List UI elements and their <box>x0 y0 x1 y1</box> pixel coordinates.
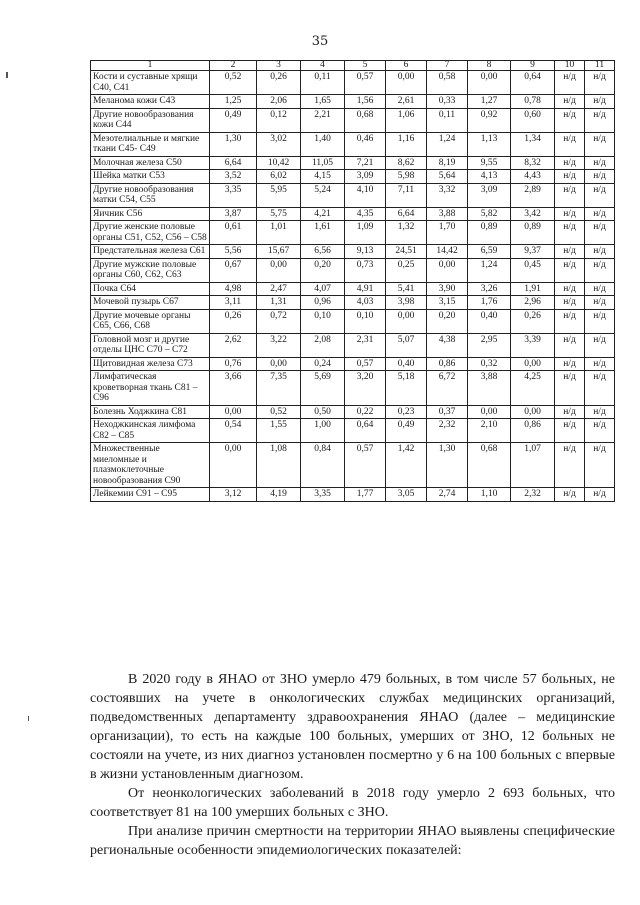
table-cell: 14,42 <box>427 245 468 259</box>
column-header: 6 <box>386 61 427 71</box>
table-cell: 0,61 <box>210 221 257 245</box>
table-cell: 0,00 <box>427 258 468 282</box>
table-cell: 0,00 <box>257 258 301 282</box>
table-cell: н/д <box>555 296 585 310</box>
table-cell: 2,61 <box>386 95 427 109</box>
table-cell: 4,13 <box>468 170 511 184</box>
table-cell: 8,32 <box>511 156 555 170</box>
table-cell: 6,02 <box>257 170 301 184</box>
table-cell: 0,00 <box>210 443 257 488</box>
table-cell: 0,20 <box>301 258 345 282</box>
table-cell: 1,56 <box>345 95 386 109</box>
table-cell: 0,86 <box>427 357 468 371</box>
table-row <box>91 405 615 419</box>
table-cell: н/д <box>555 221 585 245</box>
table-cell: 0,00 <box>210 405 257 419</box>
column-header: 10 <box>555 61 585 71</box>
table-cell: н/д <box>585 443 615 488</box>
table-cell: 3,35 <box>210 183 257 207</box>
table-cell: н/д <box>585 132 615 156</box>
column-header: 11 <box>585 61 615 71</box>
column-header: 8 <box>468 61 511 71</box>
table-cell: 0,72 <box>257 309 301 333</box>
table-cell: н/д <box>585 488 615 502</box>
table-cell: н/д <box>555 132 585 156</box>
table-cell: 1,24 <box>468 258 511 282</box>
table-cell: 1,76 <box>468 296 511 310</box>
table-cell: н/д <box>555 95 585 109</box>
table-cell: 0,00 <box>511 357 555 371</box>
table-cell: 0,73 <box>345 258 386 282</box>
table-row <box>91 333 615 357</box>
table-cell: 1,10 <box>468 488 511 502</box>
table-cell: 4,43 <box>511 170 555 184</box>
table-cell: 5,82 <box>468 207 511 221</box>
table-cell: н/д <box>585 170 615 184</box>
table-cell: 0,46 <box>345 132 386 156</box>
table-cell: н/д <box>585 405 615 419</box>
table-row <box>91 156 615 170</box>
table-cell: 4,98 <box>210 282 257 296</box>
table-cell: 4,25 <box>511 371 555 406</box>
table-cell: 1,25 <box>210 95 257 109</box>
table-cell: 3,88 <box>468 371 511 406</box>
table-cell: 8,19 <box>427 156 468 170</box>
table-cell: 0,58 <box>427 71 468 95</box>
row-label: Множественные миеломные и плазмоклеточные новообразования С90 <box>91 443 210 488</box>
table-cell: 1,65 <box>301 95 345 109</box>
paragraph: В 2020 году в ЯНАО от ЗНО умерло 479 больных, в том числе 57 больных, не состоявших на учете в онкологических службах медицинских организаций, подведомственных департаменту здравоохранения ЯНАО (далее – медицинские организации), то есть на каждые 100 больных, умерших от ЗНО, 12 больных не состояли на учете, из них диагноз установлен посмертно у 6 на 100 больных с впервые в жизни установленным диагнозом. <box>90 672 615 782</box>
table-cell: 3,09 <box>468 183 511 207</box>
table-cell: 0,40 <box>468 309 511 333</box>
table-cell: 3,42 <box>511 207 555 221</box>
table-cell: 5,18 <box>386 371 427 406</box>
table-cell: 3,11 <box>210 296 257 310</box>
column-header: 5 <box>345 61 386 71</box>
table-cell: 1,55 <box>257 419 301 443</box>
column-header: 2 <box>210 61 257 71</box>
row-label: Кости и суставные хрящи С40, С41 <box>91 71 210 95</box>
table-cell: 0,00 <box>386 309 427 333</box>
table-cell: 7,35 <box>257 371 301 406</box>
table-cell: 2,06 <box>257 95 301 109</box>
table-cell: 10,42 <box>257 156 301 170</box>
table-cell: 0,26 <box>511 309 555 333</box>
table-cell: н/д <box>585 221 615 245</box>
table-cell: 4,19 <box>257 488 301 502</box>
table-cell: 5,56 <box>210 245 257 259</box>
table-row <box>91 443 615 488</box>
table-cell: н/д <box>555 245 585 259</box>
table-cell: 0,00 <box>468 405 511 419</box>
table-cell: 0,89 <box>468 221 511 245</box>
row-label: Лейкемии С91 – С95 <box>91 488 210 502</box>
table-cell: 0,22 <box>345 405 386 419</box>
table-cell: н/д <box>555 258 585 282</box>
row-label: Другие мужские половые органы С60, С62, С63 <box>91 258 210 282</box>
table-cell: 1,61 <box>301 221 345 245</box>
table-cell: 1,70 <box>427 221 468 245</box>
table-cell: 1,91 <box>511 282 555 296</box>
table-row <box>91 371 615 406</box>
table-cell: н/д <box>555 371 585 406</box>
table-cell: 0,84 <box>301 443 345 488</box>
table-cell: н/д <box>555 333 585 357</box>
table-cell: н/д <box>585 419 615 443</box>
table-cell: н/д <box>555 282 585 296</box>
table-cell: н/д <box>585 207 615 221</box>
table-cell: 3,20 <box>345 371 386 406</box>
table-cell: 6,56 <box>301 245 345 259</box>
table-cell: н/д <box>585 108 615 132</box>
table-cell: 0,20 <box>427 309 468 333</box>
column-header: 4 <box>301 61 345 71</box>
table-cell: н/д <box>585 371 615 406</box>
table-cell: 1,00 <box>301 419 345 443</box>
table-cell: 4,03 <box>345 296 386 310</box>
table-cell: 3,87 <box>210 207 257 221</box>
row-label: Другие новообразования кожи С44 <box>91 108 210 132</box>
table-cell: 0,11 <box>427 108 468 132</box>
table-row <box>91 296 615 310</box>
table-cell: н/д <box>555 309 585 333</box>
table-cell: 3,22 <box>257 333 301 357</box>
table-cell: 3,15 <box>427 296 468 310</box>
table-row <box>91 71 615 95</box>
table-cell: 3,90 <box>427 282 468 296</box>
table-cell: н/д <box>555 207 585 221</box>
table-row <box>91 95 615 109</box>
table-cell: 1,24 <box>427 132 468 156</box>
table-cell: 0,57 <box>345 357 386 371</box>
table-cell: 4,10 <box>345 183 386 207</box>
table-cell: 7,21 <box>345 156 386 170</box>
table-cell: н/д <box>585 309 615 333</box>
table-cell: 0,68 <box>345 108 386 132</box>
table-cell: 0,64 <box>511 71 555 95</box>
page-number: 35 <box>311 34 329 49</box>
table-cell: 3,02 <box>257 132 301 156</box>
table-cell: 15,67 <box>257 245 301 259</box>
table-cell: 0,11 <box>301 71 345 95</box>
table-cell: 3,66 <box>210 371 257 406</box>
paragraph: При анализе причин смертности на территории ЯНАО выявлены специфические региональные особенности эпидемиологических показателей: <box>90 824 615 858</box>
table-cell: 3,35 <box>301 488 345 502</box>
table-cell: 1,09 <box>345 221 386 245</box>
row-label: Другие женские половые органы С51, С52, С56 – С58 <box>91 221 210 245</box>
table-cell: 8,62 <box>386 156 427 170</box>
table-cell: 4,21 <box>301 207 345 221</box>
table-cell: 0,24 <box>301 357 345 371</box>
table-cell: 0,40 <box>386 357 427 371</box>
table-cell: 2,47 <box>257 282 301 296</box>
table-cell: 0,49 <box>386 419 427 443</box>
table-cell: 1,01 <box>257 221 301 245</box>
table-cell: 1,77 <box>345 488 386 502</box>
table-cell: н/д <box>555 71 585 95</box>
table-cell: н/д <box>555 443 585 488</box>
table-cell: н/д <box>585 357 615 371</box>
table-cell: 5,98 <box>386 170 427 184</box>
table-cell: 4,38 <box>427 333 468 357</box>
column-header: 1 <box>91 61 210 71</box>
table-cell: н/д <box>555 488 585 502</box>
table-row <box>91 282 615 296</box>
row-label: Предстательная железа С61 <box>91 245 210 259</box>
table-cell: 0,89 <box>511 221 555 245</box>
table-cell: 0,76 <box>210 357 257 371</box>
table-row <box>91 309 615 333</box>
table-row <box>91 132 615 156</box>
row-label: Щитовидная железа С73 <box>91 357 210 371</box>
table-cell: 5,69 <box>301 371 345 406</box>
table-cell: 3,12 <box>210 488 257 502</box>
table-cell: н/д <box>555 156 585 170</box>
table-row <box>91 488 615 502</box>
table-cell: 6,59 <box>468 245 511 259</box>
table-row <box>91 221 615 245</box>
table-cell: н/д <box>555 357 585 371</box>
table-cell: 5,07 <box>386 333 427 357</box>
table-cell: н/д <box>585 296 615 310</box>
table-cell: 3,88 <box>427 207 468 221</box>
table-cell: 11,05 <box>301 156 345 170</box>
table-cell: 0,25 <box>386 258 427 282</box>
row-label: Другие мочевые органы С65, С66, С68 <box>91 309 210 333</box>
table-cell: 0,92 <box>468 108 511 132</box>
table-cell: 3,39 <box>511 333 555 357</box>
margin-mark-top <box>6 72 8 78</box>
table-cell: н/д <box>585 245 615 259</box>
table-cell: 0,00 <box>386 71 427 95</box>
table-cell: 4,15 <box>301 170 345 184</box>
table-cell: 1,34 <box>511 132 555 156</box>
table-cell: 0,33 <box>427 95 468 109</box>
table-row <box>91 183 615 207</box>
table-cell: 0,23 <box>386 405 427 419</box>
row-label: Неходжкинская лимфома С82 – С85 <box>91 419 210 443</box>
table-cell: 2,62 <box>210 333 257 357</box>
table-cell: 5,24 <box>301 183 345 207</box>
table-cell: 9,55 <box>468 156 511 170</box>
table-cell: 0,37 <box>427 405 468 419</box>
table-cell: 24,51 <box>386 245 427 259</box>
table-row <box>91 258 615 282</box>
table-cell: 2,89 <box>511 183 555 207</box>
table-cell: н/д <box>555 170 585 184</box>
table-cell: 2,21 <box>301 108 345 132</box>
table-cell: 0,10 <box>301 309 345 333</box>
table-cell: 3,52 <box>210 170 257 184</box>
table-row <box>91 170 615 184</box>
table-cell: 1,06 <box>386 108 427 132</box>
table-row <box>91 357 615 371</box>
table-cell: н/д <box>585 156 615 170</box>
table-cell: 0,00 <box>511 405 555 419</box>
table-cell: 1,31 <box>257 296 301 310</box>
table-cell: 1,30 <box>210 132 257 156</box>
row-label: Болезнь Ходжкина С81 <box>91 405 210 419</box>
table-cell: 0,57 <box>345 443 386 488</box>
table-cell: 0,00 <box>257 357 301 371</box>
table-cell: 7,11 <box>386 183 427 207</box>
table-cell: 5,95 <box>257 183 301 207</box>
table-cell: н/д <box>555 419 585 443</box>
row-label: Лимфатическая кроветворная ткань С81 – С96 <box>91 371 210 406</box>
table-cell: 1,30 <box>427 443 468 488</box>
table-cell: 6,64 <box>210 156 257 170</box>
table-cell: 1,16 <box>386 132 427 156</box>
column-header: 3 <box>257 61 301 71</box>
table-cell: 6,72 <box>427 371 468 406</box>
row-label: Молочная железа С50 <box>91 156 210 170</box>
table-cell: 3,05 <box>386 488 427 502</box>
table-cell: н/д <box>585 183 615 207</box>
table-cell: 2,31 <box>345 333 386 357</box>
table-cell: 0,64 <box>345 419 386 443</box>
row-label: Головной мозг и другие отделы ЦНС С70 – С72 <box>91 333 210 357</box>
table-cell: 0,67 <box>210 258 257 282</box>
table-cell: 2,08 <box>301 333 345 357</box>
table-cell: 5,41 <box>386 282 427 296</box>
table-cell: 0,68 <box>468 443 511 488</box>
table-cell: 1,40 <box>301 132 345 156</box>
table-cell: 0,78 <box>511 95 555 109</box>
table-cell: 5,64 <box>427 170 468 184</box>
table-cell: 5,75 <box>257 207 301 221</box>
row-label: Почка С64 <box>91 282 210 296</box>
table-cell: н/д <box>585 333 615 357</box>
table-cell: 3,26 <box>468 282 511 296</box>
table-row <box>91 245 615 259</box>
table-cell: 6,64 <box>386 207 427 221</box>
paragraph: От неонкологических заболеваний в 2018 году умерло 2 693 больных, что соответствует 81 на 100 умерших больных с ЗНО. <box>90 786 615 820</box>
table-cell: 1,32 <box>386 221 427 245</box>
table-cell: 9,13 <box>345 245 386 259</box>
table-cell: н/д <box>585 258 615 282</box>
table-cell: 0,26 <box>210 309 257 333</box>
table-cell: 4,07 <box>301 282 345 296</box>
table-cell: 0,86 <box>511 419 555 443</box>
body-text <box>90 670 615 860</box>
table-cell: н/д <box>555 405 585 419</box>
table-cell: 2,96 <box>511 296 555 310</box>
table-row <box>91 207 615 221</box>
mortality-table <box>90 60 615 502</box>
table-cell: 3,32 <box>427 183 468 207</box>
table-cell: 4,91 <box>345 282 386 296</box>
table-cell: 0,49 <box>210 108 257 132</box>
row-label: Меланома кожи С43 <box>91 95 210 109</box>
margin-mark-mid <box>28 716 29 721</box>
table-cell: 1,27 <box>468 95 511 109</box>
table-cell: 0,60 <box>511 108 555 132</box>
table-cell: 2,32 <box>427 419 468 443</box>
table-body <box>91 71 615 502</box>
table-cell: 0,10 <box>345 309 386 333</box>
table-cell: 0,52 <box>257 405 301 419</box>
table-cell: 3,09 <box>345 170 386 184</box>
table-cell: 2,74 <box>427 488 468 502</box>
row-label: Яичник С56 <box>91 207 210 221</box>
table-cell: 3,98 <box>386 296 427 310</box>
table-cell: 0,96 <box>301 296 345 310</box>
table-cell: н/д <box>555 108 585 132</box>
table-cell: н/д <box>585 71 615 95</box>
table-cell: 0,57 <box>345 71 386 95</box>
table-cell: 2,32 <box>511 488 555 502</box>
table-cell: 1,08 <box>257 443 301 488</box>
table-cell: н/д <box>585 282 615 296</box>
table-cell: 0,12 <box>257 108 301 132</box>
column-header: 9 <box>511 61 555 71</box>
table-cell: 0,00 <box>468 71 511 95</box>
table-row <box>91 419 615 443</box>
table-cell: 4,35 <box>345 207 386 221</box>
row-label: Мезотелиальные и мягкие ткани С45- С49 <box>91 132 210 156</box>
column-header: 7 <box>427 61 468 71</box>
row-label: Другие новообразования матки С54, С55 <box>91 183 210 207</box>
table-cell: 1,07 <box>511 443 555 488</box>
table-cell: 1,13 <box>468 132 511 156</box>
table-row <box>91 108 615 132</box>
table-cell: 0,26 <box>257 71 301 95</box>
table-cell: 0,52 <box>210 71 257 95</box>
table-header-row <box>91 61 615 71</box>
table-cell: 2,95 <box>468 333 511 357</box>
table-cell: 0,54 <box>210 419 257 443</box>
row-label: Шейка матки С53 <box>91 170 210 184</box>
table-cell: 0,50 <box>301 405 345 419</box>
row-label: Мочевой пузырь С67 <box>91 296 210 310</box>
table-cell: н/д <box>555 183 585 207</box>
table-cell: 2,10 <box>468 419 511 443</box>
table-cell: 0,45 <box>511 258 555 282</box>
table-cell: 0,32 <box>468 357 511 371</box>
table-cell: н/д <box>585 95 615 109</box>
table-cell: 9,37 <box>511 245 555 259</box>
table-cell: 1,42 <box>386 443 427 488</box>
